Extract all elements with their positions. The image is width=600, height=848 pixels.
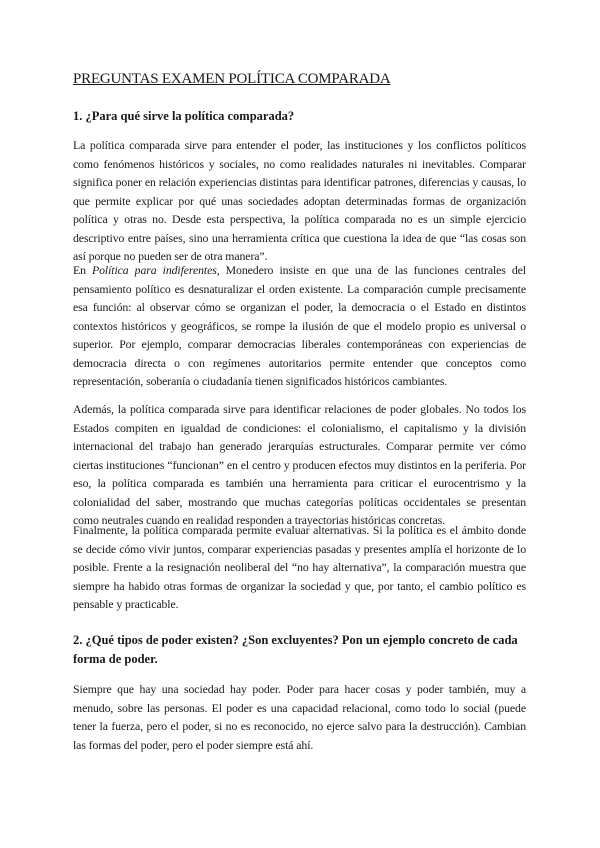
section-1-paragraph-3: Además, la política comparada sirve para identificar relaciones de poder globales. No todos los Estados compiten en igualdad de condiciones: el colonialismo, el capitalismo y la división internacional del trabajo han generado jerarquías estructurales. Comparar permite ver cómo ciertas instituciones “funcionan” en el centro y producen efectos muy distintos en la periferia. Por eso, la política comparada es también una herramienta para criticar el eurocentrismo y la colonialidad del saber, mostrando que muchas categorías políticas occidentales se presentan como neutrales cuando en realidad responden a trayectorias históricas concretas. <box>73 402 526 527</box>
book-title: Política para indiferentes <box>92 263 217 277</box>
document-title: PREGUNTAS EXAMEN POLÍTICA COMPARADA <box>73 71 391 87</box>
paragraph-body: , Monedero insiste en que una de las funciones centrales del pensamiento político es desnaturalizar el orden existente. La comparación cumple precisamente esa función: al observar cómo se organizan el poder, la democracia o el Estado en distintos contextos históricos y geográficos, se rompe la ilusión de que el modelo propio es universal o superior. Por ejemplo, comparar democracias liberales contemporáneas con experiencias de democracia directa o con regímenes autoritarios permite entender que conceptos como representación, soberanía o ciudadanía tienen significados históricos cambiantes. <box>73 263 526 388</box>
section-1-paragraph-4: Finalmente, la política comparada permite evaluar alternativas. Si la política es el ámbito donde se decide cómo vivir juntos, comparar experiencias pasadas y presentes amplía el horizonte de lo posible. Frente a la resignación neoliberal del “no hay alternativa”, la comparación muestra que siempre ha habido otras formas de organizar la sociedad y que, por tanto, el cambio político es pensable y practicable. <box>73 523 526 611</box>
paragraph-prefix: En <box>73 263 93 277</box>
section-2-paragraph-1: Siempre que hay una sociedad hay poder. Poder para hacer cosas y poder también, muy a menudo, sobre las personas. El poder es una capacidad relacional, como todo lo social (puede tener la fuerza, pero el poder, si no es reconocido, no ejerce salvo para la destrucción). Cambian las formas del poder, pero el poder siempre está ahí. <box>73 682 526 752</box>
section-1-paragraph-2 <box>73 261 526 391</box>
section-2-heading: 2. ¿Qué tipos de poder existen? ¿Son excluyentes? Pon un ejemplo concreto de cada forma de poder. <box>73 633 518 666</box>
section-1-heading: 1. ¿Para qué sirve la política comparada? <box>73 109 295 123</box>
section-1-paragraph-1: La política comparada sirve para entender el poder, las instituciones y los conflictos políticos como fenómenos históricos y sociales, no como realidades naturales ni inevitables. Comparar significa poner en relación experiencias distintas para identificar patrones, diferencias y causas, lo que permite explicar por qué unas sociedades adoptan determinadas formas de organización política y otras no. Desde esta perspectiva, la política comparada no es un simple ejercicio descriptivo entre países, sino una herramienta crítica que cuestiona la idea de que “las cosas son así porque no pueden ser de otra manera”. <box>73 138 526 263</box>
